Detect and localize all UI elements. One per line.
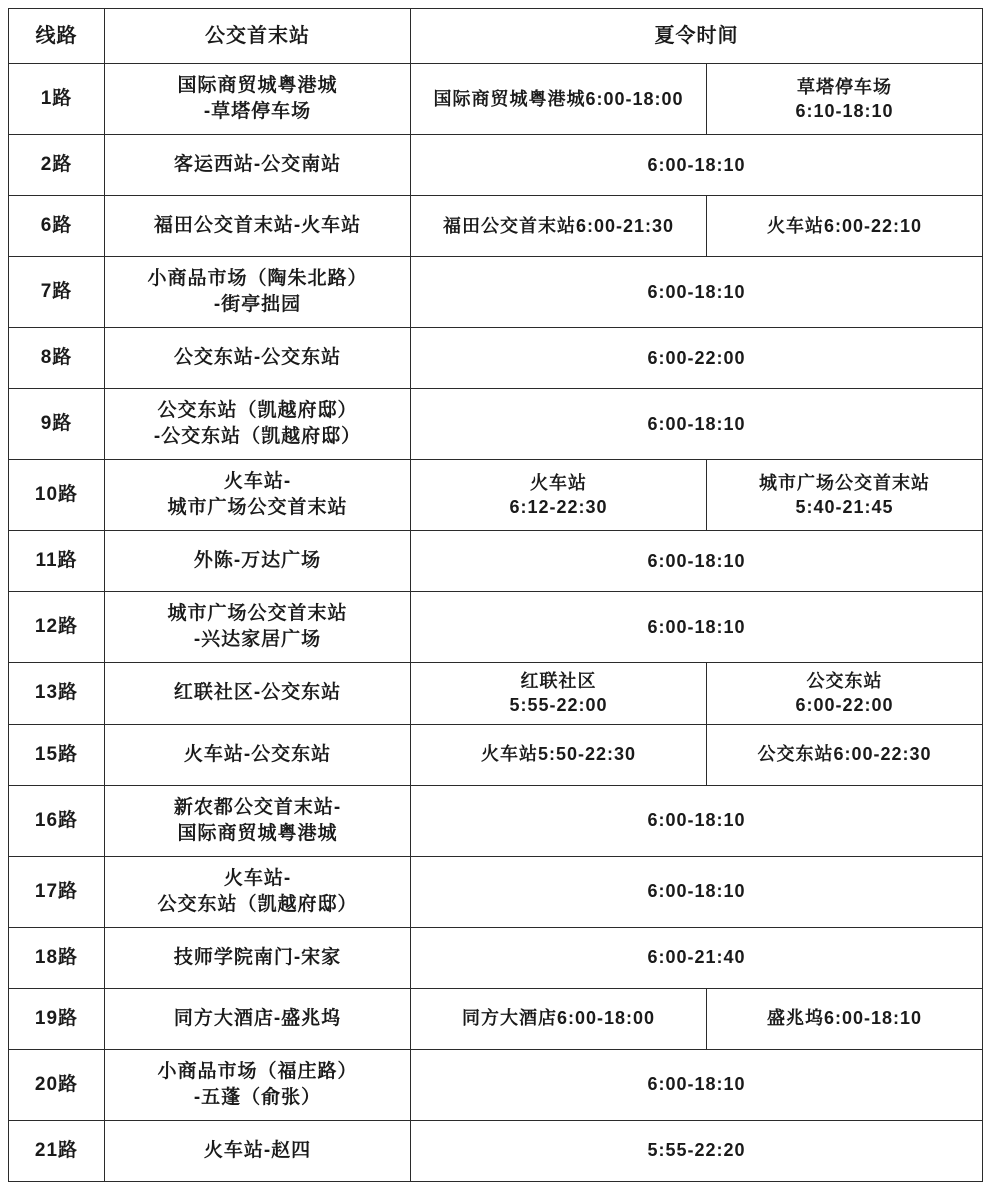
cell-route: 15路 [9, 724, 105, 785]
station-line-1: 火车站- [223, 471, 292, 493]
cell-time-full: 6:00-18:10 [411, 785, 983, 856]
cell-route: 16路 [9, 785, 105, 856]
station-line-1: 火车站-赵四 [203, 1139, 312, 1161]
table-row [9, 1049, 983, 1120]
table-row [9, 988, 983, 1049]
time-end-line-1: 城市广场公交首末站 [759, 472, 930, 493]
cell-time-end [707, 663, 983, 725]
cell-time-full: 6:00-21:40 [411, 927, 983, 988]
time-end-line-2: 6:00-22:00 [795, 695, 894, 716]
cell-route: 7路 [9, 257, 105, 328]
cell-time-start [411, 988, 707, 1049]
cell-route: 13路 [9, 663, 105, 725]
cell-route: 11路 [9, 531, 105, 592]
cell-station [105, 663, 411, 725]
cell-station [105, 785, 411, 856]
table-body [9, 64, 983, 1182]
cell-station [105, 135, 411, 196]
table-row [9, 663, 983, 725]
cell-station [105, 927, 411, 988]
table-row [9, 257, 983, 328]
cell-station [105, 592, 411, 663]
cell-time-start [411, 196, 707, 257]
table-row [9, 724, 983, 785]
station-line-2: -兴达家居广场 [193, 629, 322, 650]
cell-time-full: 6:00-18:10 [411, 389, 983, 460]
cell-time-full: 6:00-18:10 [411, 531, 983, 592]
table-row [9, 592, 983, 663]
table-row [9, 135, 983, 196]
station-line-2: 国际商贸城粤港城 [177, 822, 338, 844]
table-row [9, 460, 983, 531]
station-line-1: 客运西站-公交南站 [173, 154, 342, 176]
station-line-1: 城市广场公交首末站 [167, 603, 348, 625]
cell-station [105, 988, 411, 1049]
cell-station [105, 1049, 411, 1120]
cell-time-full: 6:00-22:00 [411, 328, 983, 389]
time-end-line-1: 草塔停车场 [797, 76, 892, 97]
table-row [9, 927, 983, 988]
station-line-1: 公交东站（凯越府邸） [157, 400, 358, 422]
cell-time-full: 6:00-18:10 [411, 856, 983, 927]
time-end-line-2: 5:40-21:45 [795, 497, 894, 517]
cell-route: 1路 [9, 64, 105, 135]
table-row [9, 856, 983, 927]
cell-time-full: 5:55-22:20 [411, 1120, 983, 1181]
cell-route: 21路 [9, 1120, 105, 1181]
column-header-route: 线路 [9, 9, 105, 64]
station-line-2: -五蓬（俞张） [193, 1086, 322, 1108]
cell-station [105, 531, 411, 592]
time-start-line-1: 红联社区 [520, 671, 597, 691]
cell-route: 12路 [9, 592, 105, 663]
station-line-2: -草塔停车场 [203, 101, 312, 122]
cell-station [105, 1120, 411, 1181]
table-row [9, 531, 983, 592]
station-line-1: 外陈-万达广场 [193, 550, 322, 572]
station-line-1: 红联社区-公交东站 [173, 682, 342, 704]
cell-route: 20路 [9, 1049, 105, 1120]
cell-time-end [707, 988, 983, 1049]
time-start-line-1: 火车站 [530, 472, 587, 493]
cell-time-end [707, 196, 983, 257]
cell-time-full: 6:00-18:10 [411, 135, 983, 196]
table-row [9, 785, 983, 856]
time-end-line-1: 盛兆坞6:00-18:10 [766, 1008, 923, 1029]
time-start-line-2: 6:12-22:30 [509, 497, 608, 517]
cell-station [105, 257, 411, 328]
time-end-line-2: 6:10-18:10 [795, 101, 894, 121]
cell-time-start [411, 724, 707, 785]
time-start-line-1: 同方大酒店6:00-18:00 [461, 1008, 656, 1029]
station-line-1: 同方大酒店-盛兆坞 [173, 1007, 342, 1029]
cell-time-start [411, 460, 707, 531]
station-line-1: 小商品市场（福庄路） [157, 1060, 358, 1082]
cell-time-full: 6:00-18:10 [411, 257, 983, 328]
cell-station [105, 64, 411, 135]
time-end-line-1: 火车站6:00-22:10 [766, 215, 923, 236]
time-end-line-1: 公交东站 [806, 671, 883, 691]
cell-time-start [411, 663, 707, 725]
table-row [9, 1120, 983, 1181]
time-start-line-1: 国际商贸城粤港城6:00-18:00 [433, 88, 684, 109]
station-line-2: -公交东站（凯越府邸） [153, 426, 362, 447]
cell-route: 8路 [9, 328, 105, 389]
station-line-1: 福田公交首末站-火车站 [153, 215, 362, 237]
table-header [9, 9, 983, 64]
station-line-1: 小商品市场（陶朱北路） [147, 268, 368, 290]
cell-station [105, 389, 411, 460]
cell-time-full: 6:00-18:10 [411, 592, 983, 663]
station-line-1: 技师学院南门-宋家 [173, 946, 342, 968]
cell-station [105, 724, 411, 785]
bus-schedule-table [8, 8, 983, 1182]
station-line-2: 城市广场公交首末站 [167, 497, 348, 518]
station-line-1: 火车站-公交东站 [183, 743, 332, 765]
cell-station [105, 328, 411, 389]
cell-time-end [707, 724, 983, 785]
table-row [9, 328, 983, 389]
cell-time-start [411, 64, 707, 135]
column-header-station: 公交首末站 [105, 9, 411, 64]
cell-station [105, 196, 411, 257]
cell-route: 17路 [9, 856, 105, 927]
station-line-1: 国际商贸城粤港城 [177, 75, 338, 97]
cell-route: 6路 [9, 196, 105, 257]
cell-station [105, 460, 411, 531]
cell-route: 10路 [9, 460, 105, 531]
column-header-time: 夏令时间 [411, 9, 983, 64]
station-line-2: 公交东站（凯越府邸） [157, 893, 358, 915]
cell-station [105, 856, 411, 927]
cell-route: 2路 [9, 135, 105, 196]
cell-route: 19路 [9, 988, 105, 1049]
table-row [9, 196, 983, 257]
cell-route: 9路 [9, 389, 105, 460]
cell-time-end [707, 64, 983, 135]
table-row [9, 64, 983, 135]
time-start-line-1: 福田公交首末站6:00-21:30 [442, 215, 675, 236]
cell-time-end [707, 460, 983, 531]
time-start-line-2: 5:55-22:00 [509, 695, 608, 716]
table-row [9, 389, 983, 460]
time-end-line-1: 公交东站6:00-22:30 [757, 744, 932, 765]
cell-time-full: 6:00-18:10 [411, 1049, 983, 1120]
station-line-1: 公交东站-公交东站 [173, 347, 342, 369]
station-line-1: 火车站- [223, 867, 292, 889]
table-header-row [9, 9, 983, 64]
cell-route: 18路 [9, 927, 105, 988]
station-line-1: 新农都公交首末站- [173, 796, 342, 818]
station-line-2: -街亭拙园 [213, 294, 302, 315]
time-start-line-1: 火车站5:50-22:30 [480, 744, 637, 765]
